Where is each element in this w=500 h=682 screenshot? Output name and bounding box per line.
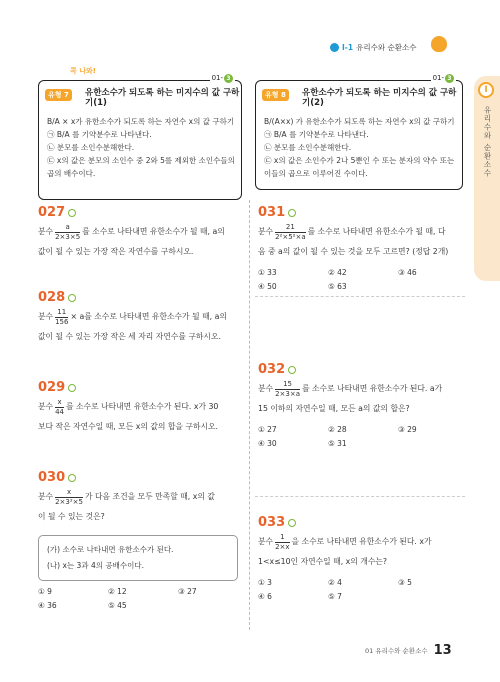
choice[interactable]: ④ 6	[258, 592, 272, 601]
page-footer	[365, 643, 452, 658]
choice[interactable]: ③ 29	[398, 425, 417, 434]
unit-dot-icon	[330, 43, 339, 52]
column-divider	[249, 200, 250, 630]
choices	[38, 587, 248, 610]
choice[interactable]: ① 3	[258, 578, 272, 587]
problem-number: 031	[258, 205, 286, 220]
footer-chapter: 01 유리수와 순환소수	[365, 647, 428, 655]
type-ref: 01- 3	[431, 74, 456, 83]
problem-032	[258, 362, 468, 448]
difficulty-icon	[288, 366, 296, 374]
choice[interactable]: ③ 5	[398, 578, 412, 587]
problem-number: 030	[38, 470, 66, 485]
fraction: $\frac{a}{2\times 3\times 5}$	[55, 222, 81, 241]
type-line: ㉢ x의 값은 분모의 소인수 중 2와 5를 제외한 소인수들의	[47, 156, 235, 165]
unit-number: I-1	[342, 43, 354, 52]
problem-number: 027	[38, 205, 66, 220]
type-line: 이들의 곱으로 이루어진 수이다.	[264, 169, 368, 178]
chapter-tab-text: 유리수와 순환소수	[483, 106, 492, 178]
problem-030	[38, 470, 248, 610]
problem-number: 029	[38, 380, 66, 395]
fraction: $\frac{x}{44}$	[55, 397, 64, 416]
type-line: ㉢ x의 값은 소인수가 2나 5뿐인 수 또는 분자의 약수 또는	[264, 156, 455, 165]
choices	[258, 268, 468, 291]
difficulty-icon	[68, 384, 76, 392]
problem-number: 032	[258, 362, 286, 377]
problem-text: 분수 $\frac{a}{2\times 3\times 5}$ 를 소수로 나타내면 유한소수가 될 때, a의 값이 될 수 있는 가장 작은 자연수를 구하시오.	[38, 222, 225, 256]
problem-028	[38, 290, 243, 347]
choice[interactable]: ① 33	[258, 268, 277, 277]
fraction: $\frac{15}{2\times 3\times a}$	[275, 379, 301, 398]
difficulty-icon	[288, 209, 296, 217]
type7-box	[38, 74, 242, 200]
problem-031	[258, 205, 468, 291]
choice[interactable]: ⑤ 31	[328, 439, 347, 448]
type-line: B/A × x가 유한소수가 되도록 하는 자연수 x의 값 구하기	[47, 117, 235, 126]
choice[interactable]: ① 9	[38, 587, 52, 596]
problem-029	[38, 380, 243, 437]
problem-text: 분수 $\frac{21}{\text{2²×5²×a}}$ 를 소수로 나타내면 유한소수가 될 때, 다 음 중 a의 값이 될 수 있는 것을 모두 고르면? (정답 2개)	[258, 222, 449, 256]
choice[interactable]: ⑤ 45	[108, 601, 127, 610]
difficulty-icon	[68, 474, 76, 482]
page-number: 13	[433, 643, 452, 658]
type-title: 유한소수가 되도록 하는 미지수의 값 구하기(2)	[302, 88, 457, 108]
fraction: $\frac{11}{156}$	[55, 307, 69, 326]
problem-number: 033	[258, 515, 286, 530]
problem-text: 분수 $\frac{11}{156}$ × a를 소수로 나타내면 유한소수가 될 때, a의 값이 될 수 있는 가장 작은 세 자리 자연수를 구하시오.	[38, 307, 227, 341]
choice[interactable]: ④ 30	[258, 439, 277, 448]
mascot-icon	[431, 36, 447, 52]
condition-line: (나) x는 3과 4의 공배수이다.	[47, 561, 144, 570]
type-line: B/(A×x) 가 유한소수가 되도록 하는 자연수 x의 값 구하기	[264, 117, 455, 126]
problem-text: 분수 $\frac{15}{2\times 3\times a}$ 를 소수로 나타내면 유한소수가 된다. a가 15 이하의 자연수일 때, 모든 a의 값의 합은?	[258, 379, 443, 413]
problem-027	[38, 205, 243, 262]
star-label: 콕 나와!	[70, 67, 96, 75]
choice[interactable]: ② 42	[328, 268, 347, 277]
problem-text: 분수 $\frac{x}{\text{2×3²×5}}$ 가 다음 조건을 모두 만족할 때, x의 값 이 될 수 있는 것은?	[38, 487, 215, 521]
condition-box	[38, 535, 238, 581]
choice[interactable]: ② 4	[328, 578, 342, 587]
type-title: 유한소수가 되도록 하는 미지수의 값 구하기(1)	[85, 88, 240, 108]
type-badge: 유형 8	[262, 89, 289, 101]
fraction: $\frac{21}{\text{2²×5²×a}}$	[275, 222, 306, 241]
type8-box	[255, 74, 463, 190]
choices	[258, 425, 468, 448]
type-line: ㉡ 분모를 소인수분해한다.	[47, 143, 135, 152]
problem-033	[258, 515, 468, 601]
type-line: ㉡ 분모를 소인수분해한다.	[264, 143, 352, 152]
choice[interactable]: ① 27	[258, 425, 277, 434]
choice[interactable]: ④ 50	[258, 282, 277, 291]
problem-text: 분수 $\frac{x}{44}$ 를 소수로 나타내면 유한소수가 된다. x가 30 보다 작은 자연수일 때, 모든 x의 값의 합을 구하시오.	[38, 397, 219, 431]
choice[interactable]: ③ 46	[398, 268, 417, 277]
condition-line: (가) 소수로 나타내면 유한소수가 된다.	[47, 545, 174, 554]
choice[interactable]: ⑤ 7	[328, 592, 342, 601]
choice[interactable]: ② 12	[108, 587, 127, 596]
chapter-numeral: I	[478, 82, 494, 98]
choice[interactable]: ④ 36	[38, 601, 57, 610]
row-divider	[255, 296, 465, 297]
choice[interactable]: ⑤ 63	[328, 282, 347, 291]
chapter-tab	[474, 76, 500, 281]
problem-text: 분수 $\frac{1}{2\times x}$ 을 소수로 나타내면 유한소수가 된다. x가 1<x≤10인 자연수일 때, x의 개수는?	[258, 532, 432, 566]
fraction: $\frac{x}{\text{2×3²×5}}$	[55, 487, 83, 506]
unit-title: 유리수와 순환소수	[356, 43, 417, 52]
choices	[258, 578, 468, 601]
difficulty-icon	[288, 519, 296, 527]
page-header	[330, 42, 416, 53]
difficulty-icon	[68, 294, 76, 302]
row-divider	[255, 496, 465, 497]
difficulty-icon	[68, 209, 76, 217]
problem-number: 028	[38, 290, 66, 305]
type-ref: 01- 3	[210, 74, 235, 83]
type-line: ㉠ B/A 를 기약분수로 나타낸다.	[264, 130, 369, 139]
type-badge: 유형 7	[45, 89, 72, 101]
choice[interactable]: ② 28	[328, 425, 347, 434]
choice[interactable]: ③ 27	[178, 587, 197, 596]
type-line: ㉠ B/A 를 기약분수로 나타낸다.	[47, 130, 152, 139]
fraction: $\frac{1}{2\times x}$	[275, 532, 290, 551]
type-line: 곱의 배수이다.	[47, 169, 96, 178]
